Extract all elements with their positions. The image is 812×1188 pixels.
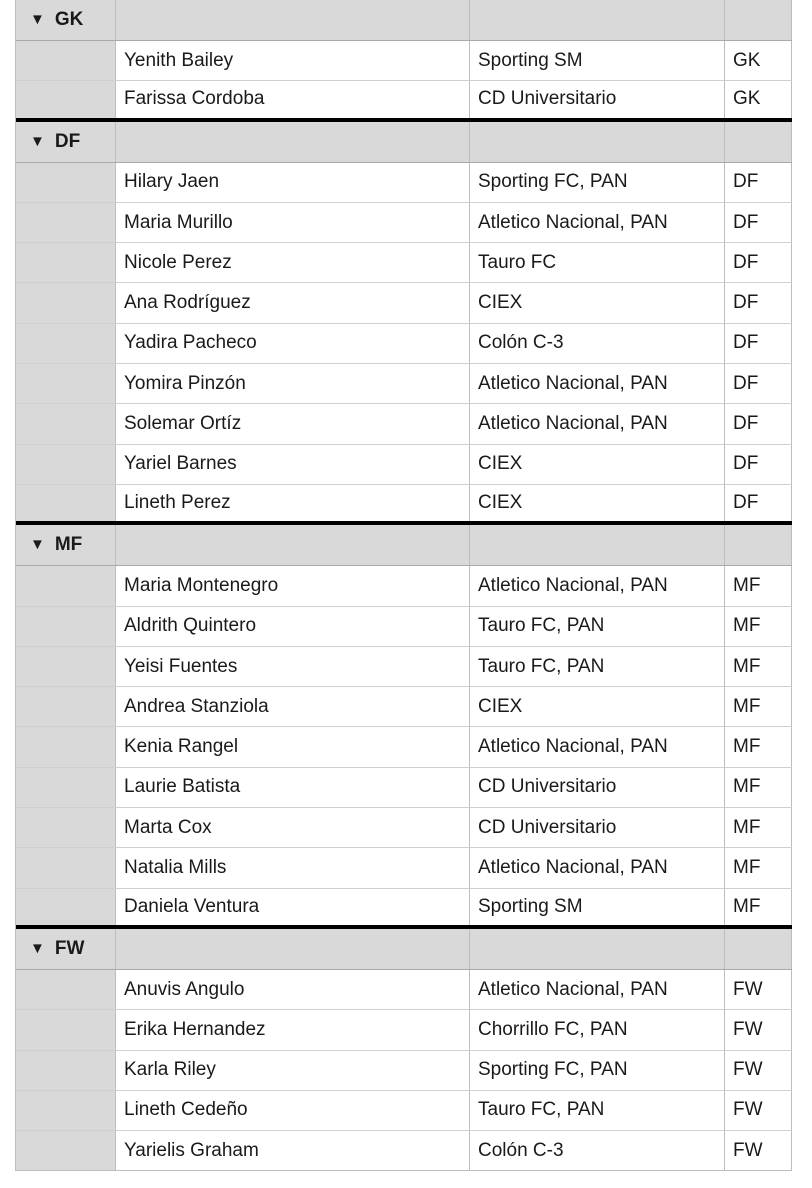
group-header-cell <box>725 525 792 565</box>
row-indent-cell <box>16 1131 116 1170</box>
player-name-cell[interactable]: Anuvis Angulo <box>116 970 470 1009</box>
player-name-cell[interactable]: Aldrith Quintero <box>116 607 470 646</box>
position-cell[interactable]: FW <box>725 970 792 1009</box>
position-cell[interactable]: DF <box>725 283 792 322</box>
group-header-cell <box>470 122 725 162</box>
row-indent-cell <box>16 970 116 1009</box>
group-header-cell <box>116 525 470 565</box>
table-row[interactable] <box>16 485 792 525</box>
row-indent-cell <box>16 41 116 80</box>
group-header-cell <box>725 0 792 40</box>
player-name-cell[interactable]: Maria Montenegro <box>116 566 470 605</box>
disclosure-triangle-down-icon[interactable]: ▼ <box>30 536 45 554</box>
row-indent-cell <box>16 324 116 363</box>
row-indent-cell <box>16 848 116 887</box>
row-indent-cell <box>16 485 116 521</box>
row-indent-cell <box>16 727 116 766</box>
table-row[interactable] <box>16 41 792 81</box>
club-cell[interactable]: Tauro FC, PAN <box>470 1091 725 1130</box>
table-row[interactable] <box>16 647 792 687</box>
position-cell[interactable]: MF <box>725 768 792 807</box>
position-cell[interactable]: MF <box>725 808 792 847</box>
position-cell[interactable]: DF <box>725 243 792 282</box>
player-name-cell[interactable]: Daniela Ventura <box>116 889 470 925</box>
table-row[interactable] <box>16 848 792 888</box>
club-cell[interactable]: CIEX <box>470 485 725 521</box>
table-row[interactable] <box>16 970 792 1010</box>
player-name-cell[interactable]: Erika Hernandez <box>116 1010 470 1049</box>
table-row[interactable] <box>16 81 792 121</box>
table-row[interactable] <box>16 445 792 485</box>
position-cell[interactable]: DF <box>725 364 792 403</box>
table-row[interactable] <box>16 243 792 283</box>
club-cell[interactable]: Colón C-3 <box>470 324 725 363</box>
group-header-df[interactable] <box>16 122 792 163</box>
group-header-gk[interactable] <box>16 0 792 41</box>
row-indent-cell <box>16 404 116 443</box>
table-row[interactable] <box>16 889 792 929</box>
roster-table <box>15 0 792 1171</box>
table-row[interactable] <box>16 1131 792 1171</box>
club-cell[interactable]: Atletico Nacional, PAN <box>470 848 725 887</box>
player-name-cell[interactable]: Lineth Cedeño <box>116 1091 470 1130</box>
club-cell[interactable]: Atletico Nacional, PAN <box>470 364 725 403</box>
table-row[interactable] <box>16 727 792 767</box>
table-row[interactable] <box>16 364 792 404</box>
club-cell[interactable]: CIEX <box>470 687 725 726</box>
position-cell[interactable]: MF <box>725 607 792 646</box>
group-header-cell <box>725 929 792 969</box>
club-cell[interactable]: CIEX <box>470 283 725 322</box>
club-cell[interactable]: Tauro FC <box>470 243 725 282</box>
disclosure-triangle-down-icon[interactable]: ▼ <box>30 132 45 150</box>
group-toggle[interactable] <box>16 929 116 969</box>
club-cell[interactable]: Atletico Nacional, PAN <box>470 970 725 1009</box>
table-row[interactable] <box>16 203 792 243</box>
position-cell[interactable]: DF <box>725 163 792 202</box>
row-indent-cell <box>16 889 116 925</box>
player-name-cell[interactable]: Nicole Perez <box>116 243 470 282</box>
table-row[interactable] <box>16 768 792 808</box>
group-header-mf[interactable] <box>16 525 792 566</box>
row-indent-cell <box>16 1091 116 1130</box>
position-cell[interactable]: MF <box>725 889 792 925</box>
group-toggle[interactable] <box>16 525 116 565</box>
row-indent-cell <box>16 647 116 686</box>
row-indent-cell <box>16 1051 116 1090</box>
player-name-cell[interactable]: Karla Riley <box>116 1051 470 1090</box>
player-name-cell[interactable]: Lineth Perez <box>116 485 470 521</box>
table-row[interactable] <box>16 687 792 727</box>
row-indent-cell <box>16 445 116 484</box>
player-name-cell[interactable]: Laurie Batista <box>116 768 470 807</box>
group-label: DF <box>54 130 81 152</box>
position-cell[interactable]: DF <box>725 324 792 363</box>
table-row[interactable] <box>16 404 792 444</box>
position-cell[interactable]: FW <box>725 1051 792 1090</box>
player-name-cell[interactable]: Andrea Stanziola <box>116 687 470 726</box>
club-cell[interactable]: Colón C-3 <box>470 1131 725 1170</box>
position-cell[interactable]: FW <box>725 1091 792 1130</box>
position-cell[interactable]: MF <box>725 848 792 887</box>
player-name-cell[interactable]: Ana Rodríguez <box>116 283 470 322</box>
disclosure-triangle-down-icon[interactable]: ▼ <box>30 11 45 28</box>
group-toggle[interactable] <box>16 0 116 40</box>
player-name-cell[interactable]: Maria Murillo <box>116 203 470 242</box>
player-name-cell[interactable]: Farissa Cordoba <box>116 81 470 117</box>
group-header-cell <box>725 122 792 162</box>
player-name-cell[interactable]: Yariel Barnes <box>116 445 470 484</box>
group-header-cell <box>116 0 470 40</box>
row-indent-cell <box>16 1010 116 1049</box>
table-row[interactable] <box>16 163 792 203</box>
club-cell[interactable]: Tauro FC, PAN <box>470 607 725 646</box>
table-row[interactable] <box>16 808 792 848</box>
club-cell[interactable]: Atletico Nacional, PAN <box>470 404 725 443</box>
player-name-cell[interactable]: Yomira Pinzón <box>116 364 470 403</box>
club-cell[interactable]: CIEX <box>470 445 725 484</box>
disclosure-triangle-down-icon[interactable]: ▼ <box>30 939 45 957</box>
row-indent-cell <box>16 81 116 117</box>
club-cell[interactable]: Tauro FC, PAN <box>470 647 725 686</box>
row-indent-cell <box>16 203 116 242</box>
table-row[interactable] <box>16 1010 792 1050</box>
club-cell[interactable]: Sporting SM <box>470 41 725 80</box>
row-indent-cell <box>16 283 116 322</box>
player-name-cell[interactable]: Yarielis Graham <box>116 1131 470 1170</box>
player-name-cell[interactable]: Yadira Pacheco <box>116 324 470 363</box>
position-cell[interactable]: MF <box>725 566 792 605</box>
position-cell[interactable]: DF <box>725 203 792 242</box>
position-cell[interactable]: MF <box>725 647 792 686</box>
group-label: FW <box>54 937 85 959</box>
table-row[interactable] <box>16 1051 792 1091</box>
group-label: GK <box>54 9 84 30</box>
position-cell[interactable]: DF <box>725 485 792 521</box>
row-indent-cell <box>16 687 116 726</box>
position-cell[interactable]: MF <box>725 687 792 726</box>
club-cell[interactable]: Atletico Nacional, PAN <box>470 566 725 605</box>
table-row[interactable] <box>16 283 792 323</box>
group-label: MF <box>54 534 83 556</box>
club-cell[interactable]: Sporting SM <box>470 889 725 925</box>
table-row[interactable] <box>16 324 792 364</box>
player-name-cell[interactable]: Yeisi Fuentes <box>116 647 470 686</box>
position-cell[interactable]: GK <box>725 81 792 117</box>
row-indent-cell <box>16 364 116 403</box>
player-name-cell[interactable]: Marta Cox <box>116 808 470 847</box>
row-indent-cell <box>16 768 116 807</box>
position-cell[interactable]: MF <box>725 727 792 766</box>
club-cell[interactable]: Atletico Nacional, PAN <box>470 203 725 242</box>
player-name-cell[interactable]: Kenia Rangel <box>116 727 470 766</box>
table-row[interactable] <box>16 566 792 606</box>
row-indent-cell <box>16 163 116 202</box>
row-indent-cell <box>16 566 116 605</box>
table-row[interactable] <box>16 607 792 647</box>
player-name-cell[interactable]: Solemar Ortíz <box>116 404 470 443</box>
club-cell[interactable]: CD Universitario <box>470 808 725 847</box>
position-cell[interactable]: DF <box>725 445 792 484</box>
position-cell[interactable]: FW <box>725 1010 792 1049</box>
group-header-cell <box>470 525 725 565</box>
row-indent-cell <box>16 607 116 646</box>
club-cell[interactable]: Chorrillo FC, PAN <box>470 1010 725 1049</box>
group-header-fw[interactable] <box>16 929 792 970</box>
row-indent-cell <box>16 808 116 847</box>
group-toggle[interactable] <box>16 122 116 162</box>
club-cell[interactable]: CD Universitario <box>470 768 725 807</box>
group-header-cell <box>470 929 725 969</box>
position-cell[interactable]: GK <box>725 41 792 80</box>
position-cell[interactable]: DF <box>725 404 792 443</box>
group-header-cell <box>116 929 470 969</box>
position-cell[interactable]: FW <box>725 1131 792 1170</box>
group-header-cell <box>470 0 725 40</box>
player-name-cell[interactable]: Yenith Bailey <box>116 41 470 80</box>
player-name-cell[interactable]: Hilary Jaen <box>116 163 470 202</box>
player-name-cell[interactable]: Natalia Mills <box>116 848 470 887</box>
club-cell[interactable]: Atletico Nacional, PAN <box>470 727 725 766</box>
club-cell[interactable]: Sporting FC, PAN <box>470 163 725 202</box>
club-cell[interactable]: CD Universitario <box>470 81 725 117</box>
club-cell[interactable]: Sporting FC, PAN <box>470 1051 725 1090</box>
row-indent-cell <box>16 243 116 282</box>
group-header-cell <box>116 122 470 162</box>
table-row[interactable] <box>16 1091 792 1131</box>
